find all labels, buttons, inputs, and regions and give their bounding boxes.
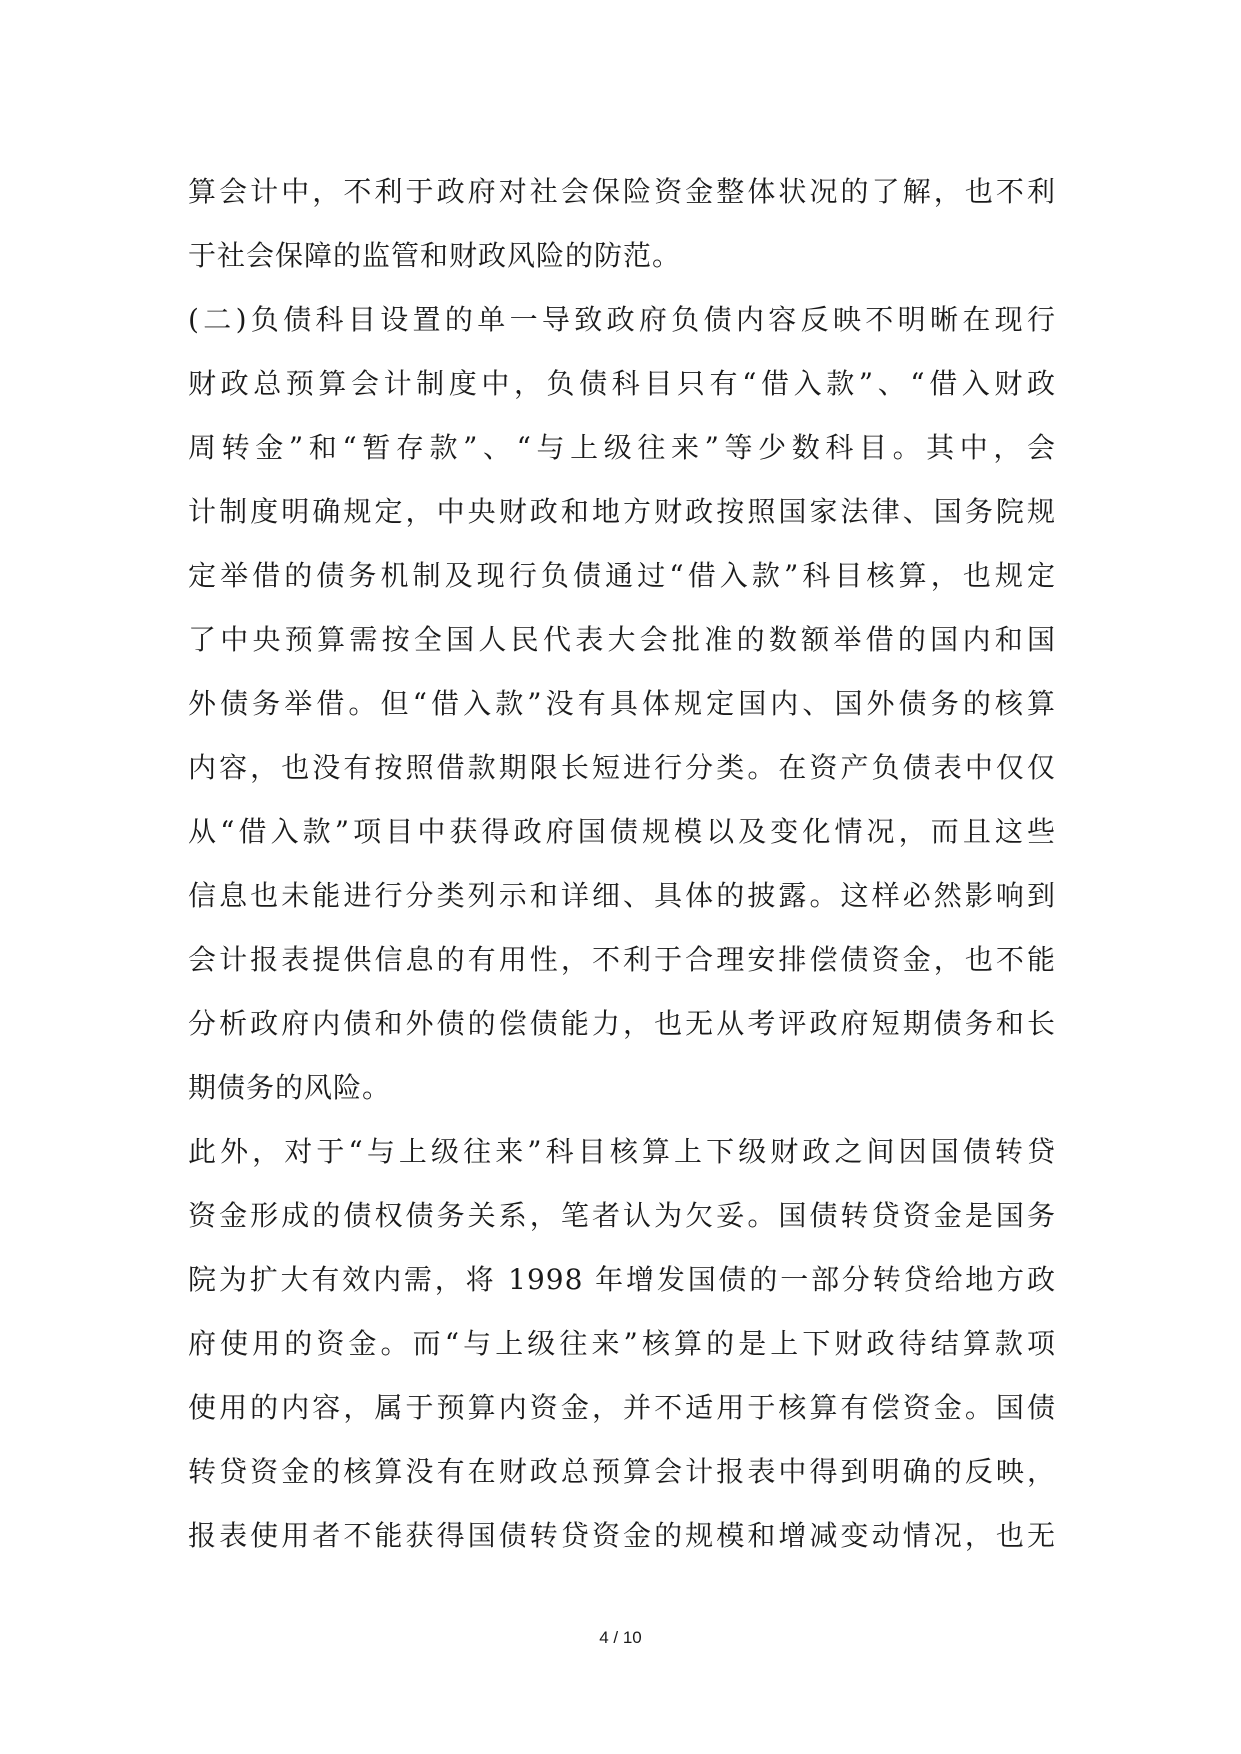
text-line: 信息也未能进行分类列示和详细、具体的披露。这样必然影响到 [188,879,1056,912]
text-line: 内容，也没有按照借款期限长短进行分类。在资产负债表中仅仅 [188,751,1056,784]
text-line: 转贷资金的核算没有在财政总预算会计报表中得到明确的反映， [188,1455,1056,1488]
text-line: 外债务举借。但“借入款”没有具体规定国内、国外债务的核算 [188,687,1056,720]
text-line: 周转金”和“暂存款”、“与上级往来”等少数科目。其中，会 [188,431,1056,464]
text-line: 从“借入款”项目中获得政府国债规模以及变化情况，而且这些 [188,815,1056,848]
text-line: 于社会保障的监管和财政风险的防范。 [188,239,682,272]
text-line: 了中央预算需按全国人民代表大会批准的数额举借的国内和国 [188,623,1056,656]
text-line: 计制度明确规定，中央财政和地方财政按照国家法律、国务院规 [188,495,1056,528]
text-line: 算会计中，不利于政府对社会保险资金整体状况的了解，也不利 [188,175,1056,208]
text-line: 会计报表提供信息的有用性，不利于合理安排偿债资金，也不能 [188,943,1056,976]
text-line: 报表使用者不能获得国债转贷资金的规模和增减变动情况，也无 [188,1519,1056,1552]
text-line: 院为扩大有效内需，将 1998 年增发国债的一部分转贷给地方政 [188,1263,1056,1296]
text-line: 财政总预算会计制度中，负债科目只有“借入款”、“借入财政 [188,367,1056,400]
text-line: 分析政府内债和外债的偿债能力，也无从考评政府短期债务和长 [188,1007,1056,1040]
page-number: 4 / 10 [599,1628,642,1647]
text-line: 定举借的债务机制及现行负债通过“借入款”科目核算，也规定 [188,559,1056,592]
document-body [188,160,1056,1568]
text-line: 使用的内容，属于预算内资金，并不适用于核算有偿资金。国债 [188,1391,1056,1424]
section-heading-line: (二)负债科目设置的单一导致政府负债内容反映不明晰在现行 [188,303,1056,336]
text-line: 此外，对于“与上级往来”科目核算上下级财政之间因国债转贷 [188,1135,1056,1168]
text-line: 府使用的资金。而“与上级往来”核算的是上下财政待结算款项 [188,1327,1056,1360]
text-line: 资金形成的债权债务关系，笔者认为欠妥。国债转贷资金是国务 [188,1199,1056,1232]
text-line: 期债务的风险。 [188,1071,392,1104]
